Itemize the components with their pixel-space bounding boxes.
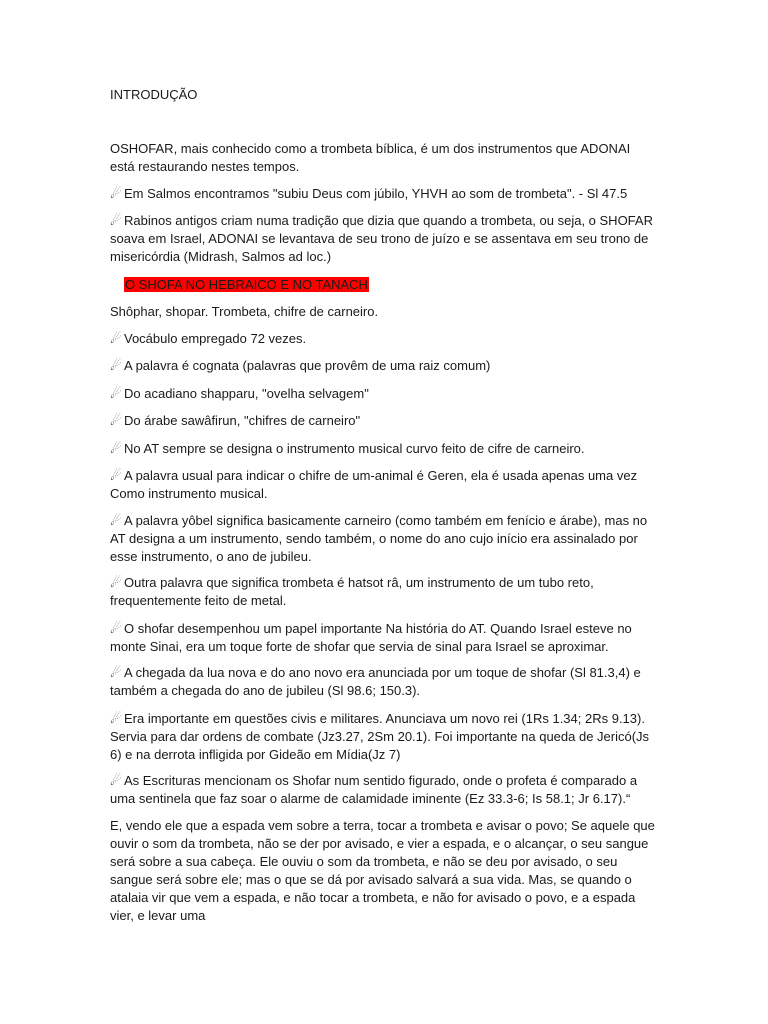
list-item (110, 467, 658, 503)
heading: INTRODUÇÃO (110, 87, 198, 102)
list-item (110, 412, 658, 430)
closing-paragraph: E, vendo ele que a espada vem sobre a terra, tocar a trombeta e avisar o povo; Se aquele que ouvir o som da trombeta, não se der por avisado, e vier a espada, e o alcançar, o seu sangue será sobre a sua cabeça. Ele ouviu o som da trombeta, e não se deu por avisado, o seu sangue será sobre ele; mas o que se dá por avisado salvará a sua vida. Mas, se quando o atalaia vir que vem a espada, e não tocar a trombeta, e não for avisado o povo, e a espada vier, e levar uma (110, 818, 655, 923)
list-item (110, 664, 658, 700)
comet-icon: ☄ (110, 711, 122, 726)
list-item-text: A chegada da lua nova e do ano novo era anunciada por um toque de shofar (Sl 81.3,4) e também a chegada do ano de jubileu (Sl 98.6; 150.3). (110, 665, 641, 698)
comet-icon: ☄ (110, 468, 122, 483)
list-item-text: A palavra é cognata (palavras que provêm de uma raiz comum) (124, 358, 491, 373)
list-item-text: As Escrituras mencionam os Shofar num sentido figurado, onde o profeta é comparado a uma sentinela que faz soar o alarme de calamidade iminente (Ez 33.3-6; Is 58.1; Jr 6.17).“ (110, 773, 638, 806)
comet-icon: ☄ (110, 186, 122, 201)
comet-icon: ☄ (110, 358, 122, 373)
comet-icon: ☄ (110, 575, 122, 590)
list-item (110, 772, 658, 808)
list-item (110, 357, 658, 375)
list-item (110, 574, 658, 610)
intro-paragraph: OSHOFAR, mais conhecido como a trombeta bíblica, é um dos instrumentos que ADONAI está restaurando nestes tempos. (110, 141, 631, 174)
list-item-text: Outra palavra que significa trombeta é hatsot râ, um instrumento de um tubo reto, frequentemente feito de metal. (110, 575, 594, 608)
list-item-text: Em Salmos encontramos "subiu Deus com júbilo, YHVH ao som de trombeta". - Sl 47.5 (124, 186, 628, 201)
section-title-highlight: O SHOFA NO HEBRAICO E NO TANACH (125, 277, 368, 292)
list-item-text: A palavra usual para indicar o chifre de um-animal é Geren, ela é usada apenas uma vez Como instrumento musical. (110, 468, 638, 501)
list-item-text: Rabinos antigos criam numa tradição que dizia que quando a trombeta, ou seja, o SHOFAR soava em Israel, ADONAI se levantava de seu trono de juízo e se assentava em seu trono de misericórdia (Midrash, Salmos ad loc.) (110, 213, 653, 264)
list-item-text: Do árabe sawâfirun, "chifres de carneiro" (124, 413, 361, 428)
list-item (110, 385, 658, 403)
comet-icon: ☄ (110, 621, 122, 636)
definition: Shôphar, shopar. Trombeta, chifre de carneiro. (110, 304, 379, 319)
list-item (110, 512, 658, 566)
list-item-text: O shofar desempenhou um papel importante Na história do AT. Quando Israel esteve no monte Sinai, era um toque forte de shofar que servia de sinal para Israel se aproximar. (110, 621, 632, 654)
comet-icon: ☄ (110, 513, 122, 528)
list-item (110, 330, 658, 348)
comet-icon: ☄ (110, 413, 122, 428)
list-item-text: Do acadiano shapparu, "ovelha selvagem" (124, 386, 369, 401)
list-item (110, 620, 658, 656)
comet-icon: ☄ (110, 213, 122, 228)
comet-icon: ☄ (110, 441, 122, 456)
comet-icon: ☄ (110, 773, 122, 788)
comet-icon: ☄ (110, 331, 122, 346)
list-item-text: Era importante em questões civis e militares. Anunciava um novo rei (1Rs 1.34; 2Rs 9.13). Servia para dar ordens de combate (Jz3.27, 2Sm 20.1). Foi importante na queda de Jericó(Js 6) e na derrota infligida por Gideão em Mídia(Jz 7) (110, 711, 650, 762)
list-item (110, 440, 658, 458)
list-item (110, 710, 658, 764)
list-item-text: Vocábulo empregado 72 vezes. (124, 331, 307, 346)
list-item-text: A palavra yôbel significa basicamente carneiro (como também em fenício e árabe), mas no AT designa a um instrumento, sendo também, o nome do ano cujo início era assinalado por esse instrumento, o ano de jubileu. (110, 513, 648, 564)
list-item (110, 212, 658, 266)
comet-icon: ☄ (110, 386, 122, 401)
comet-icon: ☄ (110, 665, 122, 680)
list-item-text: No AT sempre se designa o instrumento musical curvo feito de cifre de carneiro. (124, 441, 585, 456)
list-item (110, 185, 658, 203)
section-title (110, 276, 658, 294)
